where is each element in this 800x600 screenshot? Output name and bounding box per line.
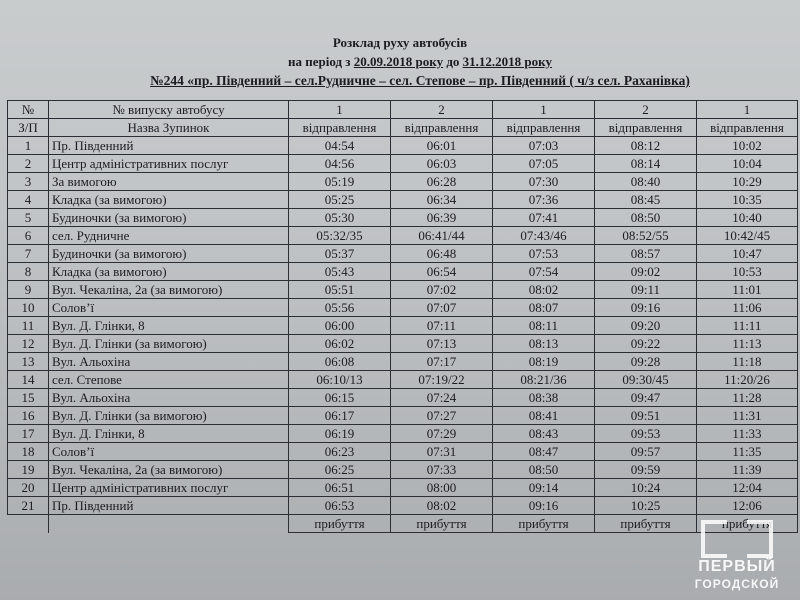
time-cell: 06:23 xyxy=(289,443,391,461)
stop-name: Будиночки (за вимогою) xyxy=(49,245,289,263)
time-cell: 08:47 xyxy=(493,443,595,461)
time-cell: 07:02 xyxy=(391,281,493,299)
period-mid: до xyxy=(443,54,463,69)
table-row xyxy=(8,299,798,317)
row-number: 20 xyxy=(8,479,49,497)
time-cell: 08:41 xyxy=(493,407,595,425)
header-departure: відправлення xyxy=(697,119,798,137)
stop-name: Вул. Д. Глінки (за вимогою) xyxy=(49,335,289,353)
row-number: 13 xyxy=(8,353,49,371)
time-cell: 11:20/26 xyxy=(697,371,798,389)
time-cell: 10:42/45 xyxy=(697,227,798,245)
watermark-logo xyxy=(684,520,796,594)
time-cell: 09:47 xyxy=(595,389,697,407)
table-row xyxy=(8,497,798,515)
header-bus-label: № випуску автобусу xyxy=(49,101,289,119)
time-cell: 07:41 xyxy=(493,209,595,227)
stop-name: Вул. Альохіна xyxy=(49,353,289,371)
header-row-bus xyxy=(8,101,798,119)
row-number: 18 xyxy=(8,443,49,461)
time-cell: 10:29 xyxy=(697,173,798,191)
time-cell: 08:57 xyxy=(595,245,697,263)
time-cell: 11:39 xyxy=(697,461,798,479)
stop-name: Солов’ї xyxy=(49,443,289,461)
row-number: 12 xyxy=(8,335,49,353)
time-cell: 10:53 xyxy=(697,263,798,281)
time-cell: 11:31 xyxy=(697,407,798,425)
time-cell: 07:29 xyxy=(391,425,493,443)
time-cell: 09:59 xyxy=(595,461,697,479)
time-cell: 07:53 xyxy=(493,245,595,263)
time-cell: 05:30 xyxy=(289,209,391,227)
stop-name: Кладка (за вимогою) xyxy=(49,263,289,281)
time-cell: 05:37 xyxy=(289,245,391,263)
time-cell: 10:40 xyxy=(697,209,798,227)
time-cell: 08:50 xyxy=(493,461,595,479)
time-cell: 10:02 xyxy=(697,137,798,155)
time-cell: 09:51 xyxy=(595,407,697,425)
time-cell: 09:53 xyxy=(595,425,697,443)
row-number: 15 xyxy=(8,389,49,407)
row-number: 5 xyxy=(8,209,49,227)
time-cell: 11:13 xyxy=(697,335,798,353)
row-number: 9 xyxy=(8,281,49,299)
row-number: 4 xyxy=(8,191,49,209)
time-cell: 07:27 xyxy=(391,407,493,425)
time-cell: 06:48 xyxy=(391,245,493,263)
period-prefix: на період з xyxy=(288,54,354,69)
time-cell: 07:54 xyxy=(493,263,595,281)
time-cell: 07:24 xyxy=(391,389,493,407)
stop-name: Вул. Д. Глінки (за вимогою) xyxy=(49,407,289,425)
time-cell: 10:35 xyxy=(697,191,798,209)
row-number: 2 xyxy=(8,155,49,173)
table-row xyxy=(8,155,798,173)
time-cell: 06:41/44 xyxy=(391,227,493,245)
time-cell: 08:45 xyxy=(595,191,697,209)
header-departure: відправлення xyxy=(493,119,595,137)
stop-name: сел. Степове xyxy=(49,371,289,389)
time-cell: 06:17 xyxy=(289,407,391,425)
table-row xyxy=(8,389,798,407)
time-cell: 12:04 xyxy=(697,479,798,497)
table-row xyxy=(8,227,798,245)
time-cell: 10:25 xyxy=(595,497,697,515)
time-cell: 06:01 xyxy=(391,137,493,155)
time-cell: 08:00 xyxy=(391,479,493,497)
table-row xyxy=(8,263,798,281)
time-cell: 07:05 xyxy=(493,155,595,173)
stop-name: Вул. Альохіна xyxy=(49,389,289,407)
time-cell: 05:51 xyxy=(289,281,391,299)
time-cell: 08:43 xyxy=(493,425,595,443)
time-cell: 07:03 xyxy=(493,137,595,155)
time-cell: 07:19/22 xyxy=(391,371,493,389)
time-cell: 11:35 xyxy=(697,443,798,461)
time-cell: 06:08 xyxy=(289,353,391,371)
time-cell: 10:24 xyxy=(595,479,697,497)
table-row xyxy=(8,245,798,263)
row-number: 11 xyxy=(8,317,49,335)
time-cell: 06:15 xyxy=(289,389,391,407)
schedule-body xyxy=(8,137,798,515)
time-cell: 09:16 xyxy=(493,497,595,515)
time-cell: 07:31 xyxy=(391,443,493,461)
arrival-row xyxy=(8,515,798,533)
header-departure: відправлення xyxy=(289,119,391,137)
time-cell: 06:53 xyxy=(289,497,391,515)
time-cell: 07:30 xyxy=(493,173,595,191)
table-row xyxy=(8,191,798,209)
arrival-label: прибуття xyxy=(391,515,493,533)
time-cell: 07:17 xyxy=(391,353,493,371)
logo-bracket-icon xyxy=(684,520,790,558)
time-cell: 06:19 xyxy=(289,425,391,443)
time-cell: 07:11 xyxy=(391,317,493,335)
time-cell: 06:51 xyxy=(289,479,391,497)
time-cell: 08:02 xyxy=(493,281,595,299)
time-cell: 05:32/35 xyxy=(289,227,391,245)
time-cell: 08:02 xyxy=(391,497,493,515)
time-cell: 09:20 xyxy=(595,317,697,335)
stop-name: Вул. Чекаліна, 2а (за вимогою) xyxy=(49,461,289,479)
footer-blank xyxy=(49,515,289,533)
time-cell: 05:43 xyxy=(289,263,391,281)
time-cell: 12:06 xyxy=(697,497,798,515)
stop-name: Вул. Д. Глінки, 8 xyxy=(49,425,289,443)
route-title: №244 «пр. Південний – сел.Рудничне – сел. Степове – пр. Південний ( ч/з сел. Раханівка) xyxy=(150,73,690,88)
logo-text-line1: ПЕРВЫЙ xyxy=(698,558,776,575)
period-line xyxy=(20,53,800,71)
header-bus-number: 1 xyxy=(493,101,595,119)
time-cell: 06:00 xyxy=(289,317,391,335)
time-cell: 08:14 xyxy=(595,155,697,173)
row-number: 6 xyxy=(8,227,49,245)
time-cell: 08:12 xyxy=(595,137,697,155)
table-row xyxy=(8,371,798,389)
time-cell: 06:03 xyxy=(391,155,493,173)
table-row xyxy=(8,425,798,443)
time-cell: 11:33 xyxy=(697,425,798,443)
time-cell: 06:02 xyxy=(289,335,391,353)
footer-blank xyxy=(8,515,49,533)
row-number: 16 xyxy=(8,407,49,425)
time-cell: 11:18 xyxy=(697,353,798,371)
time-cell: 05:25 xyxy=(289,191,391,209)
header-num-bottom: З/П xyxy=(8,119,49,137)
time-cell: 08:21/36 xyxy=(493,371,595,389)
header-departure: відправлення xyxy=(595,119,697,137)
time-cell: 11:01 xyxy=(697,281,798,299)
arrival-label: прибуття xyxy=(595,515,697,533)
time-cell: 07:07 xyxy=(391,299,493,317)
table-row xyxy=(8,353,798,371)
time-cell: 06:10/13 xyxy=(289,371,391,389)
time-cell: 08:07 xyxy=(493,299,595,317)
table-row xyxy=(8,479,798,497)
time-cell: 08:11 xyxy=(493,317,595,335)
time-cell: 06:25 xyxy=(289,461,391,479)
stop-name: Солов’ї xyxy=(49,299,289,317)
row-number: 19 xyxy=(8,461,49,479)
time-cell: 08:13 xyxy=(493,335,595,353)
period-from: 20.09.2018 року xyxy=(353,54,444,69)
schedule-table xyxy=(7,100,798,533)
time-cell: 08:50 xyxy=(595,209,697,227)
stop-name: Пр. Південний xyxy=(49,137,289,155)
time-cell: 10:47 xyxy=(697,245,798,263)
time-cell: 04:54 xyxy=(289,137,391,155)
time-cell: 09:30/45 xyxy=(595,371,697,389)
table-row xyxy=(8,443,798,461)
header-bus-number: 2 xyxy=(391,101,493,119)
header-bus-number: 1 xyxy=(697,101,798,119)
stop-name: За вимогою xyxy=(49,173,289,191)
stop-name: Вул. Чекаліна, 2а (за вимогою) xyxy=(49,281,289,299)
row-number: 8 xyxy=(8,263,49,281)
time-cell: 11:28 xyxy=(697,389,798,407)
time-cell: 06:28 xyxy=(391,173,493,191)
header-row-labels xyxy=(8,119,798,137)
time-cell: 11:06 xyxy=(697,299,798,317)
header-departure: відправлення xyxy=(391,119,493,137)
header-bus-number: 2 xyxy=(595,101,697,119)
time-cell: 05:19 xyxy=(289,173,391,191)
stop-name: Пр. Південний xyxy=(49,497,289,515)
time-cell: 09:14 xyxy=(493,479,595,497)
time-cell: 07:36 xyxy=(493,191,595,209)
table-row xyxy=(8,407,798,425)
table-row xyxy=(8,137,798,155)
time-cell: 07:33 xyxy=(391,461,493,479)
time-cell: 11:11 xyxy=(697,317,798,335)
time-cell: 06:54 xyxy=(391,263,493,281)
table-row xyxy=(8,461,798,479)
arrival-label: прибуття xyxy=(493,515,595,533)
header-stops-label: Назва Зупинок xyxy=(49,119,289,137)
row-number: 14 xyxy=(8,371,49,389)
time-cell: 09:22 xyxy=(595,335,697,353)
time-cell: 09:28 xyxy=(595,353,697,371)
document-title: Розклад руху автобусів xyxy=(332,35,468,50)
row-number: 21 xyxy=(8,497,49,515)
table-row xyxy=(8,281,798,299)
header-bus-number: 1 xyxy=(289,101,391,119)
table-row xyxy=(8,317,798,335)
period-to: 31.12.2018 року xyxy=(462,54,552,69)
time-cell: 09:02 xyxy=(595,263,697,281)
table-row xyxy=(8,209,798,227)
time-cell: 09:16 xyxy=(595,299,697,317)
stop-name: Центр адміністративних послуг xyxy=(49,155,289,173)
row-number: 1 xyxy=(8,137,49,155)
row-number: 10 xyxy=(8,299,49,317)
stop-name: Вул. Д. Глінки, 8 xyxy=(49,317,289,335)
logo-text-line2: ГОРОДСКОЙ xyxy=(694,577,780,591)
time-cell: 07:43/46 xyxy=(493,227,595,245)
header-num-top: № xyxy=(8,101,49,119)
table-row xyxy=(8,335,798,353)
stop-name: Кладка (за вимогою) xyxy=(49,191,289,209)
arrival-label: прибуття xyxy=(289,515,391,533)
time-cell: 08:40 xyxy=(595,173,697,191)
time-cell: 08:19 xyxy=(493,353,595,371)
stop-name: Будиночки (за вимогою) xyxy=(49,209,289,227)
time-cell: 06:34 xyxy=(391,191,493,209)
stop-name: Центр адміністративних послуг xyxy=(49,479,289,497)
time-cell: 05:56 xyxy=(289,299,391,317)
time-cell: 07:13 xyxy=(391,335,493,353)
time-cell: 09:57 xyxy=(595,443,697,461)
table-row xyxy=(8,173,798,191)
time-cell: 08:38 xyxy=(493,389,595,407)
time-cell: 08:52/55 xyxy=(595,227,697,245)
time-cell: 09:11 xyxy=(595,281,697,299)
time-cell: 04:56 xyxy=(289,155,391,173)
stop-name: сел. Рудничне xyxy=(49,227,289,245)
row-number: 17 xyxy=(8,425,49,443)
time-cell: 06:39 xyxy=(391,209,493,227)
arrival-label: прибуття xyxy=(697,515,798,533)
row-number: 3 xyxy=(8,173,49,191)
time-cell: 10:04 xyxy=(697,155,798,173)
row-number: 7 xyxy=(8,245,49,263)
